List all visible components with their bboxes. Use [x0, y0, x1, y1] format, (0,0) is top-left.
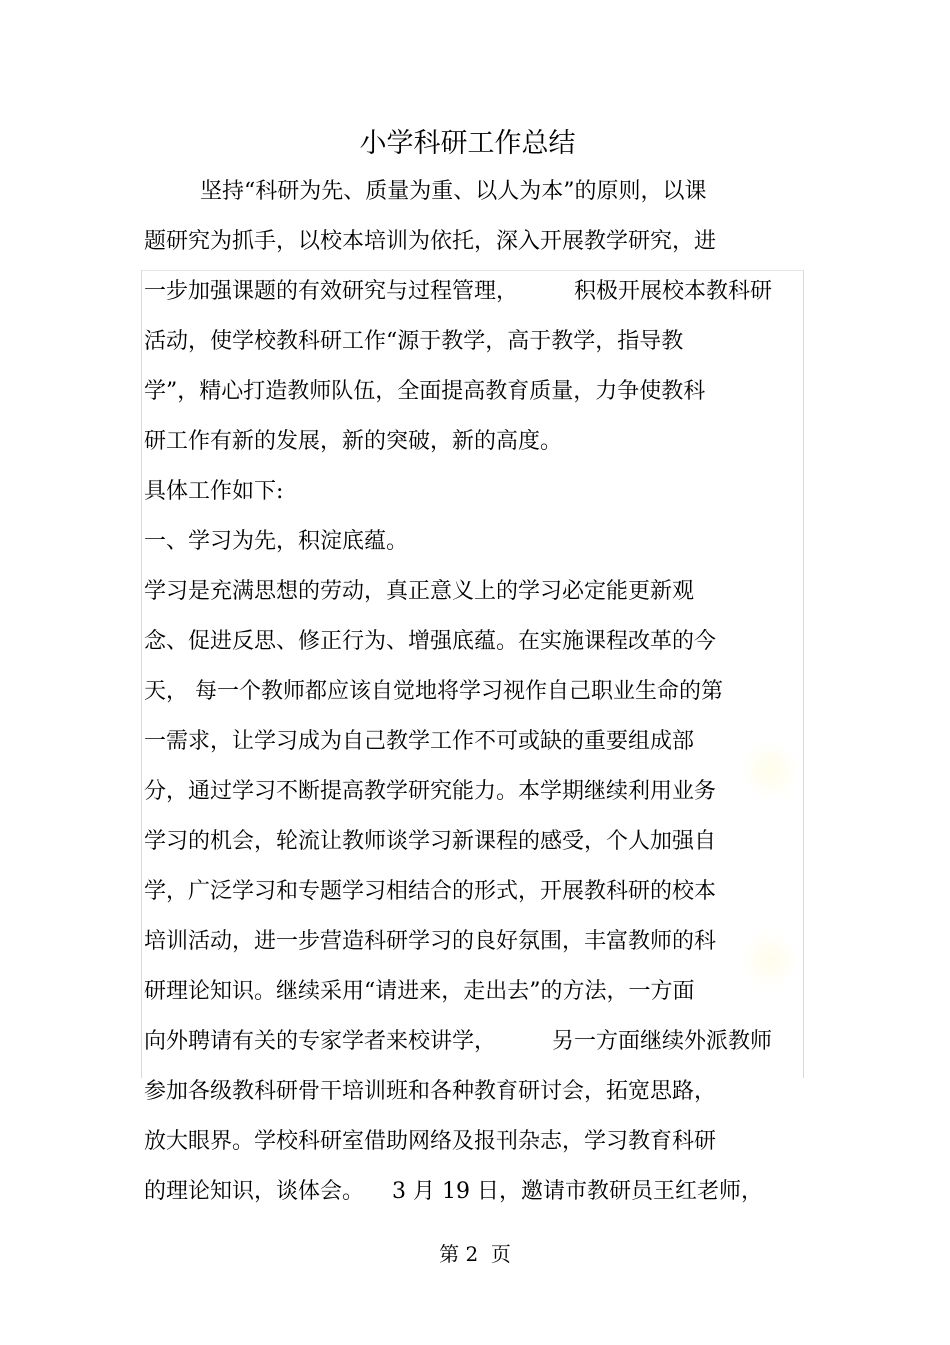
paragraph-line: 放大眼界。学校科研室借助网络及报刊杂志，学习教育科研 [144, 1129, 717, 1154]
paragraph-line: 一步加强课题的有效研究与过程管理， 积极开展校本教科研 [144, 279, 772, 304]
faint-watermark-mark [740, 740, 800, 800]
paragraph-line: 学习的机会，轮流让教师谈学习新课程的感受，个人加强自 [144, 829, 717, 854]
paragraph-line: 活动，使学校教科研工作“源于教学，高于教学，指导教 [144, 329, 684, 354]
paragraph-line: 题研究为抓手，以校本培训为依托，深入开展教学研究，进 [144, 229, 717, 254]
paragraph-line: 天， 每一个教师都应该自觉地将学习视作自己职业生命的第 [144, 679, 723, 704]
page-title: 小学科研工作总结 [359, 128, 576, 159]
faint-watermark-mark [740, 930, 800, 990]
paragraph-line: 的理论知识，谈体会。 3 月 19 日，邀请市教研员王红老师， [144, 1179, 763, 1204]
paragraph-line: 向外聘请有关的专家学者来校讲学， 另一方面继续外派教师 [144, 1029, 772, 1054]
paragraph-line: 学”，精心打造教师队伍，全面提高教育质量，力争使教科 [144, 379, 706, 404]
page-number: 第 2 页 [439, 1242, 511, 1266]
paragraph-line: 研工作有新的发展，新的突破，新的高度。 [144, 429, 563, 454]
section-heading: 一、学习为先，积淀底蕴。 [144, 529, 409, 554]
paragraph-line: 培训活动，进一步营造科研学习的良好氛围，丰富教师的科 [144, 929, 717, 954]
paragraph-line: 学习是充满思想的劳动，真正意义上的学习必定能更新观 [144, 579, 695, 604]
paragraph-line: 分，通过学习不断提高教学研究能力。本学期继续利用业务 [144, 779, 717, 804]
paragraph-line: 一需求，让学习成为自己教学工作不可或缺的重要组成部 [144, 729, 695, 754]
paragraph-line: 坚持“科研为先、质量为重、以人为本”的原则，以课 [144, 179, 707, 204]
paragraph-line: 参加各级教科研骨干培训班和各种教育研讨会，拓宽思路， [144, 1079, 717, 1104]
paragraph-line: 研理论知识。继续采用“请进来，走出去”的方法，一方面 [144, 979, 695, 1004]
paragraph-line: 念、促进反思、修正行为、增强底蕴。在实施课程改革的今 [144, 629, 717, 654]
paragraph-line: 学，广泛学习和专题学习相结合的形式，开展教科研的校本 [144, 879, 717, 904]
section-intro-line: 具体工作如下: [144, 479, 284, 504]
